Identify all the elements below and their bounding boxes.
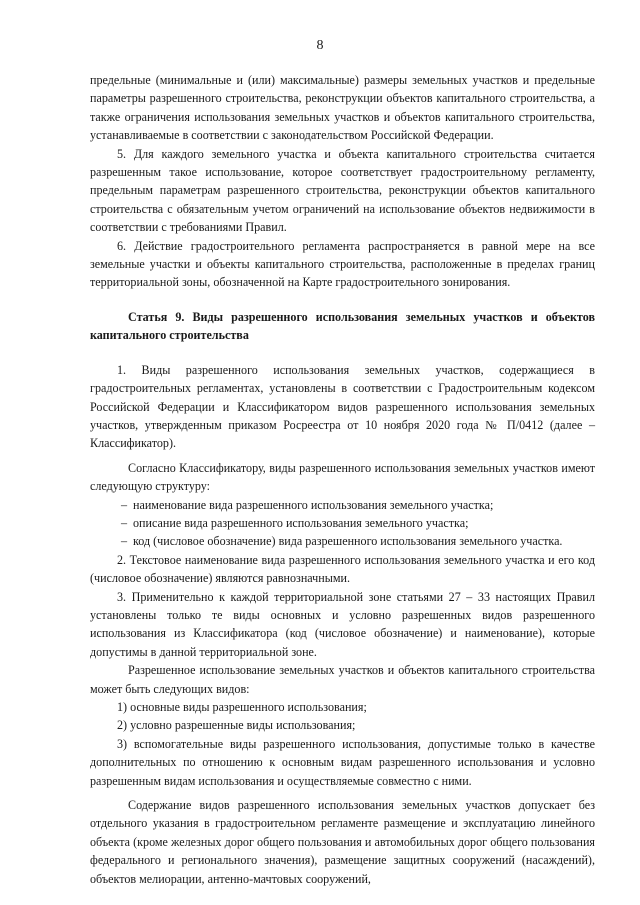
paragraph-6: 6. Действие градостроительного регламента распространяется в равной мере на все земельные участки и объекты капитального строительства, расположенные в пределах границ территориальной зоны, обозначенной на Карте градостроительного зонирования. [90,238,595,290]
list-item: 1) основные виды разрешенного использования; [117,700,367,714]
list-item: 3) вспомогательные виды разрешенного использования, допустимые только в качестве дополнительных по отношению к основным видам разрешенного использования и условно разрешенным видам использования и осуществляемые совместно с ними. [90,736,595,788]
list-item: – код (числовое обозначение) вида разрешенного использования земельного участка. [90,532,595,550]
document-body [90,71,595,888]
dash-marker: – [121,497,128,512]
dash-marker: – [121,515,128,530]
paragraph-permitted-use: Разрешенное использование земельных участков и объектов капитального строительства может быть следующих видов: [90,663,595,696]
paragraph-article9-1: 1. Виды разрешенного использования земельных участков, содержащиеся в градостроительных регламентах, установлены в соответствии с Градостроительным кодексом Российской Федерации и Классификатором видов разрешенного использования земельных участков, утвержденным приказом Росреестра от 10 ноября 2020 года № П/0412 (далее – Классификатор). [90,362,595,451]
paragraph-continuation: предельные (минимальные и (или) максимальные) размеры земельных участков и предельные параметры разрешенного строительства, реконструкции объектов капитального строительства, а также ограничения использования земельных участков и объектов капитального строительства, устанавливаемые в соответствии с законодательством Российской Федерации. [90,73,595,143]
list-item: 2) условно разрешенные виды использования; [117,718,356,733]
page-number: 8 [316,38,324,53]
paragraph-article9-3: 3. Применительно к каждой территориальной зоне статьями 27 – 33 настоящих Правил установлены только те виды основных и условно разрешенных видов разрешенного использования из Классификатора (код (числовое обозначение) и наименование), которые допустимы в данной территориальной зоне. [90,589,595,659]
list-item: – описание вида разрешенного использования земельного участка; [90,514,595,532]
list-item: – наименование вида разрешенного использования земельного участка; [90,496,595,514]
article-9-heading: Статья 9. Виды разрешенного использования земельных участков и объектов капитального строительства [90,309,595,343]
paragraph-classifier-structure: Согласно Классификатору, виды разрешенного использования земельных участков имеют следующую структуру: [90,460,595,494]
paragraph-5: 5. Для каждого земельного участка и объекта капитального строительства считается разрешенным такое использование, которое соответствует градостроительному регламенту, предельным параметрам разрешенного строительства, реконструкции объектов капитального строительства с обязательным учетом ограничений на использование объектов недвижимости в соответствии с требованиями Правил. [90,146,595,235]
paragraph-article9-2: 2. Текстовое наименование вида разрешенного использования земельного участка и его код (числовое обозначение) являются равнозначными. [90,552,595,586]
dash-marker: – [121,534,128,549]
paragraph-content-of-use: Содержание видов разрешенного использования земельных участков допускает без отдельного указания в градостроительном регламенте размещение и эксплуатацию линейного объекта (кроме железных дорог общего пользования и автомобильных дорог общего пользования федерального и регионального значения), размещение защитных сооружений (насаждений), объектов мелиорации, антенно-мачтовых сооружений, [90,798,595,886]
